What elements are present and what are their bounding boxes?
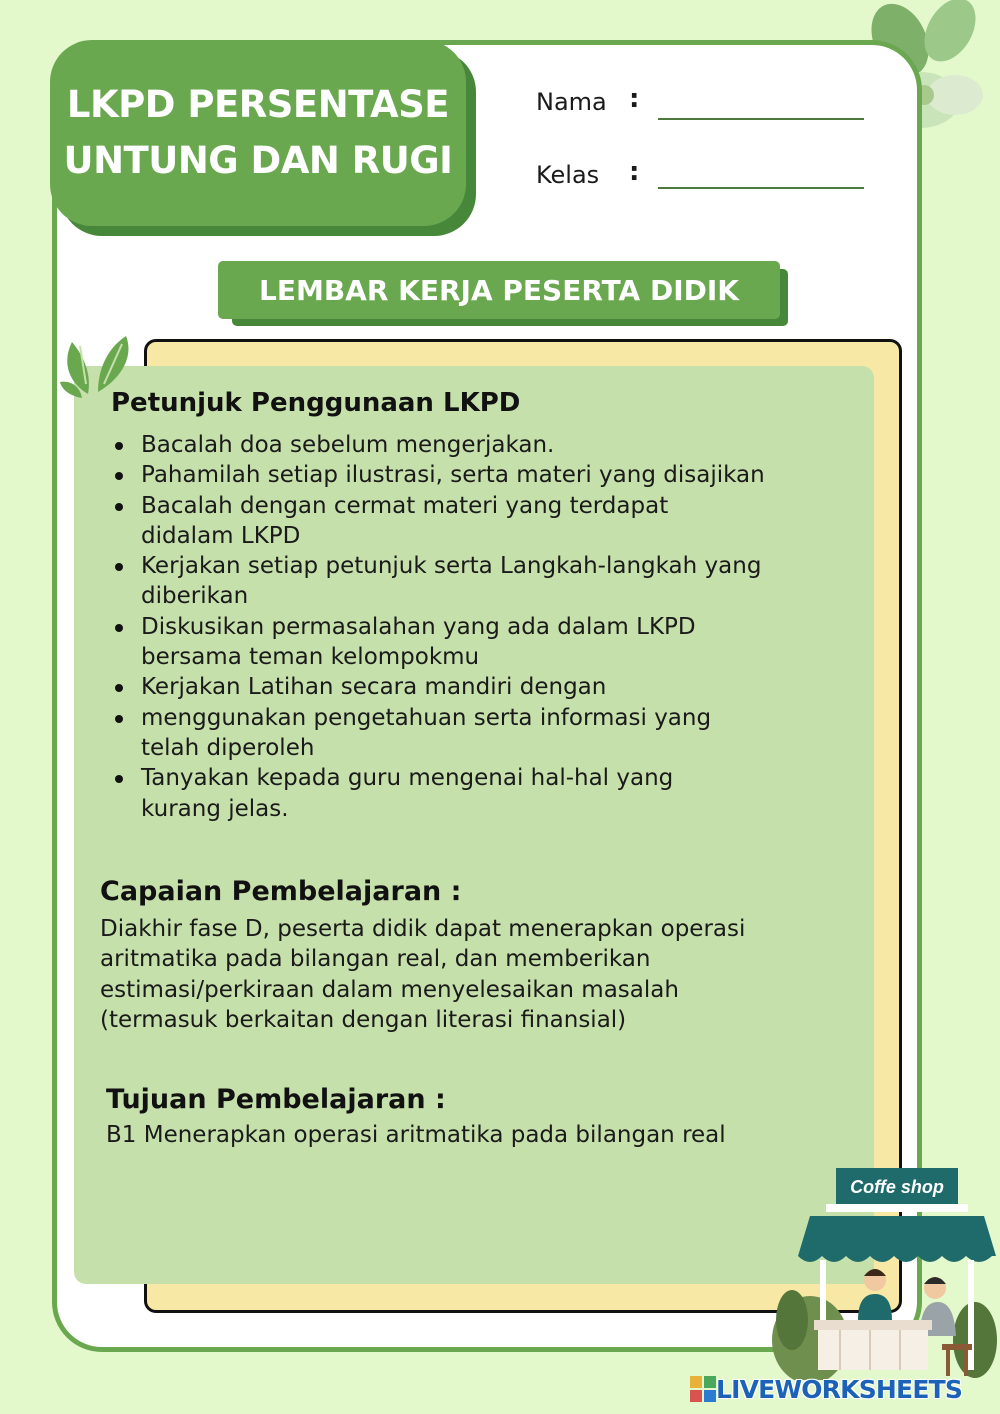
title-box — [50, 40, 466, 226]
capaian-paragraph — [100, 914, 745, 1035]
capaian-line: (termasuk berkaitan dengan literasi finansial) — [100, 1006, 627, 1033]
coffee-shop-illustration — [770, 1160, 1000, 1380]
capaian-line: estimasi/perkiraan dalam menyelesaikan masalah — [100, 976, 679, 1003]
kelas-label: Kelas — [536, 161, 600, 189]
list-item-text: Bacalah dengan cermat materi yang terdapat — [141, 492, 669, 519]
nama-input-line[interactable] — [658, 118, 864, 120]
kelas-input-line[interactable] — [658, 187, 864, 189]
list-item-text: Kerjakan Latihan secara mandiri dengan — [141, 674, 607, 701]
list-item-text: diberikan — [141, 583, 249, 610]
petunjuk-list — [108, 430, 765, 824]
liveworksheets-logo-icon — [690, 1376, 716, 1402]
list-item-text: kurang jelas. — [141, 795, 289, 822]
tujuan-paragraph — [106, 1120, 726, 1150]
list-item-text: Tanyakan kepada guru mengenai hal-hal yang — [141, 765, 674, 792]
list-item-text: telah diperoleh — [141, 734, 315, 761]
kelas-colon: : — [629, 157, 640, 187]
subtitle-banner: LEMBAR KERJA PESERTA DIDIK — [218, 261, 780, 319]
liveworksheets-watermark — [690, 1374, 962, 1404]
nama-colon: : — [629, 84, 640, 114]
capaian-heading: Capaian Pembelajaran : — [100, 876, 462, 907]
title-line-1: LKPD PERSENTASE — [66, 83, 450, 126]
list-item-text: bersama teman kelompokmu — [141, 644, 480, 671]
list-item — [108, 491, 765, 552]
capaian-line: aritmatika pada bilangan real, dan memberikan — [100, 946, 651, 973]
capaian-line: Diakhir fase D, peserta didik dapat menerapkan operasi — [100, 916, 746, 942]
list-item — [108, 703, 765, 764]
list-item — [108, 672, 765, 702]
nama-label: Nama — [536, 88, 607, 116]
tujuan-heading: Tujuan Pembelajaran : — [106, 1084, 446, 1115]
list-item — [108, 763, 765, 824]
title-line-2: UNTUNG DAN RUGI — [63, 139, 453, 182]
list-item — [108, 430, 765, 460]
list-item-text: Diskusikan permasalahan yang ada dalam LKPD — [141, 613, 696, 640]
list-item-text: Pahamilah setiap ilustrasi, serta materi yang disajikan — [141, 462, 765, 489]
list-item — [108, 612, 765, 673]
tujuan-line: B1 Menerapkan operasi aritmatika pada bilangan real — [106, 1122, 726, 1148]
list-item — [108, 551, 765, 612]
petunjuk-heading: Petunjuk Penggunaan LKPD — [111, 388, 521, 418]
shop-sign-text: Coffe shop — [850, 1177, 944, 1197]
list-item-text: Kerjakan setiap petunjuk serta Langkah-langkah yang — [141, 553, 762, 580]
list-item-text: didalam LKPD — [141, 522, 301, 549]
list-item-text: Bacalah doa sebelum mengerjakan. — [141, 432, 555, 458]
list-item — [108, 460, 765, 490]
watermark-text: LIVEWORKSHEETS — [716, 1374, 963, 1404]
list-item-text: menggunakan pengetahuan serta informasi yang — [141, 704, 712, 731]
